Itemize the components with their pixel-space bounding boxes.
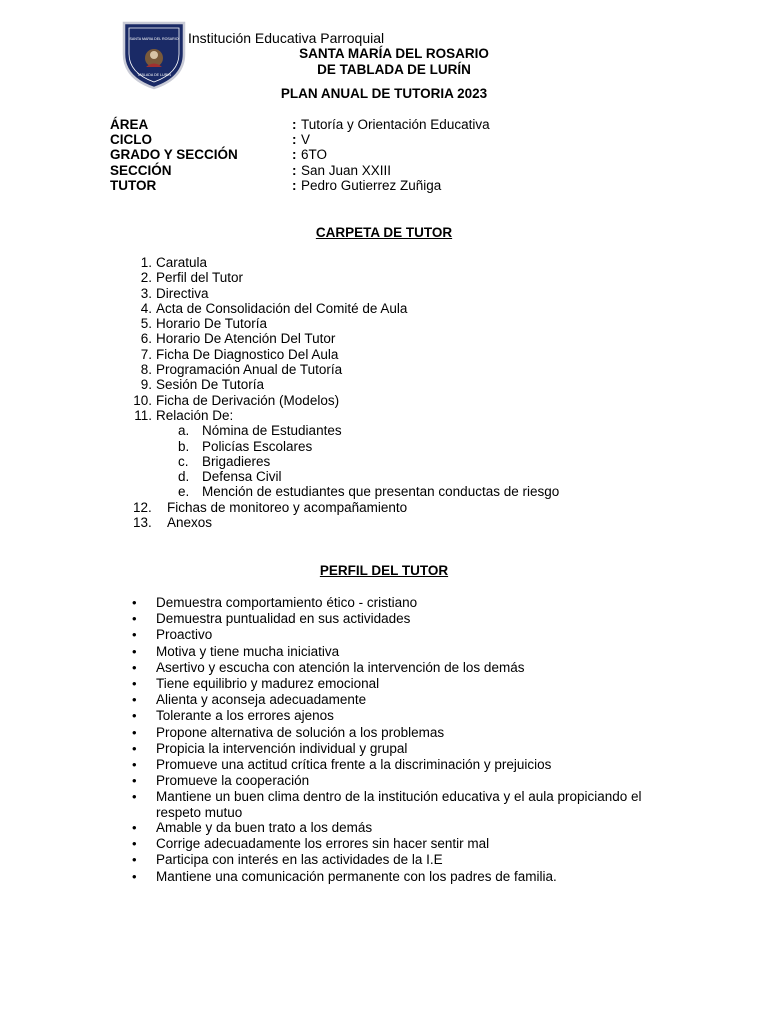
item-text: Directiva — [156, 285, 209, 301]
info-value: San Juan XXIII — [301, 162, 392, 178]
info-value: Tutoría y Orientación Educativa — [301, 117, 490, 132]
bullet-item — [130, 836, 676, 852]
bullet-glyph: • — [132, 820, 137, 836]
info-label: GRADO Y SECCIÓN — [110, 147, 238, 163]
bullet-glyph: • — [132, 756, 137, 772]
bullet-item — [130, 611, 676, 627]
item-text: Horario De Atención Del Tutor — [156, 331, 336, 347]
school-header — [188, 30, 384, 46]
logo-text-top: SANTA MARIA DEL ROSARIO — [129, 37, 179, 41]
item-number: 11. — [134, 407, 152, 423]
bullet-item — [130, 692, 676, 708]
bullet-item — [130, 676, 676, 692]
sub-item-letter: b. — [178, 438, 190, 454]
item-number: 6. — [140, 331, 152, 347]
item-text: Relación De: — [156, 407, 234, 423]
bullet-item — [130, 660, 676, 676]
item-text: Perfil del Tutor — [156, 270, 244, 286]
info-colon: : — [292, 177, 297, 193]
bullet-text: Tolerante a los errores ajenos — [156, 708, 334, 724]
sub-item-letter: a. — [178, 423, 190, 439]
item-text: Fichas de monitoreo y acompañamiento — [167, 499, 408, 515]
bullet-item — [130, 725, 676, 741]
bullet-glyph: • — [132, 852, 137, 868]
logo-text-bottom: TABLADA DE LURIN — [137, 73, 171, 77]
bullet-glyph: • — [132, 659, 137, 675]
bullet-glyph: • — [132, 675, 137, 691]
item-text: Horario De Tutoría — [156, 316, 268, 332]
sub-item-text: Brigadieres — [202, 453, 271, 469]
bullet-glyph: • — [132, 868, 137, 884]
bullet-item — [130, 869, 676, 885]
info-label: TUTOR — [110, 177, 157, 193]
bullet-text: Propicia la intervención individual y grupal — [156, 740, 408, 756]
item-text: Caratula — [156, 255, 208, 270]
bullet-item — [130, 757, 676, 773]
item-number: 5. — [140, 316, 152, 332]
item-number: 3. — [140, 285, 152, 301]
bullet-glyph: • — [132, 611, 137, 627]
info-value: V — [301, 132, 311, 148]
sub-item-text: Policías Escolares — [202, 438, 313, 454]
info-colon: : — [292, 147, 297, 163]
bullet-text: Demuestra puntualidad en sus actividades — [156, 611, 411, 627]
bullet-glyph: • — [132, 643, 137, 659]
bullet-text: Corrige adecuadamente los errores sin hacer sentir mal — [156, 836, 490, 852]
bullet-text: Tiene equilibrio y madurez emocional — [156, 675, 380, 691]
item-text: Anexos — [167, 515, 213, 531]
info-colon: : — [292, 162, 297, 178]
item-number: 7. — [140, 346, 152, 362]
bullet-glyph: • — [132, 724, 137, 740]
bullet-text: Mantiene una comunicación permanente con los padres de familia. — [156, 868, 557, 884]
bullet-text: Mantiene un buen clima dentro de la institución educativa y el aula propiciando el respeto mutuo — [156, 789, 642, 820]
bullet-glyph: • — [132, 740, 137, 756]
sub-item-letter: c. — [178, 453, 189, 469]
perfil-list — [130, 595, 676, 885]
bullet-text: Demuestra comportamiento ético - cristiano — [156, 595, 418, 610]
bullet-text: Promueve una actitud crítica frente a la discriminación y prejuicios — [156, 756, 552, 772]
sub-item-letter: d. — [178, 469, 190, 485]
item-number: 8. — [140, 362, 152, 378]
bullet-text: Promueve la cooperación — [156, 773, 310, 789]
bullet-item — [130, 644, 676, 660]
info-value: 6TO — [301, 147, 328, 163]
bullet-item — [130, 708, 676, 724]
bullet-glyph: • — [132, 789, 137, 805]
bullet-glyph: • — [132, 836, 137, 852]
bullet-glyph: • — [132, 595, 137, 610]
bullet-item — [130, 627, 676, 643]
bullet-text: Asertivo y escucha con atención la intervención de los demás — [156, 659, 525, 675]
carpeta-title: CARPETA DE TUTOR — [315, 225, 453, 240]
item-text: Ficha De Diagnostico Del Aula — [156, 346, 339, 362]
bullet-item — [130, 820, 676, 836]
item-text: Sesión De Tutoría — [156, 377, 265, 393]
info-value: Pedro Gutierrez Zuñiga — [301, 177, 442, 193]
bullet-glyph: • — [132, 773, 137, 789]
item-number: 1. — [140, 255, 152, 270]
bullet-item — [130, 741, 676, 757]
bullet-text: Alienta y aconseja adecuadamente — [156, 692, 367, 708]
bullet-text: Proactivo — [156, 627, 213, 643]
perfil-title: PERFIL DEL TUTOR — [319, 563, 449, 578]
school-location: DE TABLADA DE LURÍN — [317, 62, 471, 77]
bullet-text: Propone alternativa de solución a los problemas — [156, 724, 445, 740]
bullet-item — [130, 852, 676, 868]
info-label: ÁREA — [110, 117, 149, 132]
bullet-glyph: • — [132, 627, 137, 643]
bullet-text: Participa con interés en las actividades de la I.E — [156, 852, 443, 868]
item-text: Ficha de Derivación (Modelos) — [156, 392, 340, 408]
sub-item-text: Mención de estudiantes que presentan conductas de riesgo — [202, 484, 560, 500]
item-text: Programación Anual de Tutoría — [156, 362, 343, 378]
bullet-glyph: • — [132, 708, 137, 724]
bullet-item — [130, 773, 676, 789]
item-text: Acta de Consolidación del Comité de Aula — [156, 300, 408, 316]
info-label: SECCIÓN — [110, 162, 172, 178]
info-colon: : — [292, 117, 297, 132]
info-label: CICLO — [110, 132, 152, 148]
item-number: 10. — [133, 392, 152, 408]
bullet-text: Motiva y tiene mucha iniciativa — [156, 643, 340, 659]
item-number: 13. — [133, 515, 152, 531]
bullet-text: Amable y da buen trato a los demás — [156, 820, 373, 836]
item-number: 12. — [133, 499, 152, 515]
sub-item-text: Nómina de Estudiantes — [202, 423, 342, 439]
sub-item-letter: e. — [178, 484, 190, 500]
item-number: 4. — [140, 300, 152, 316]
item-number: 2. — [140, 270, 152, 286]
bullet-glyph: • — [132, 692, 137, 708]
school-name: SANTA MARÍA DEL ROSARIO — [299, 46, 489, 61]
bullet-item — [130, 595, 676, 611]
sub-item-text: Defensa Civil — [202, 469, 282, 485]
institution-line: Institución Educativa Parroquial — [188, 30, 385, 46]
info-colon: : — [292, 132, 297, 148]
bullet-item — [130, 789, 676, 820]
plan-title: PLAN ANUAL DE TUTORIA 2023 — [280, 86, 488, 101]
item-number: 9. — [140, 377, 152, 393]
